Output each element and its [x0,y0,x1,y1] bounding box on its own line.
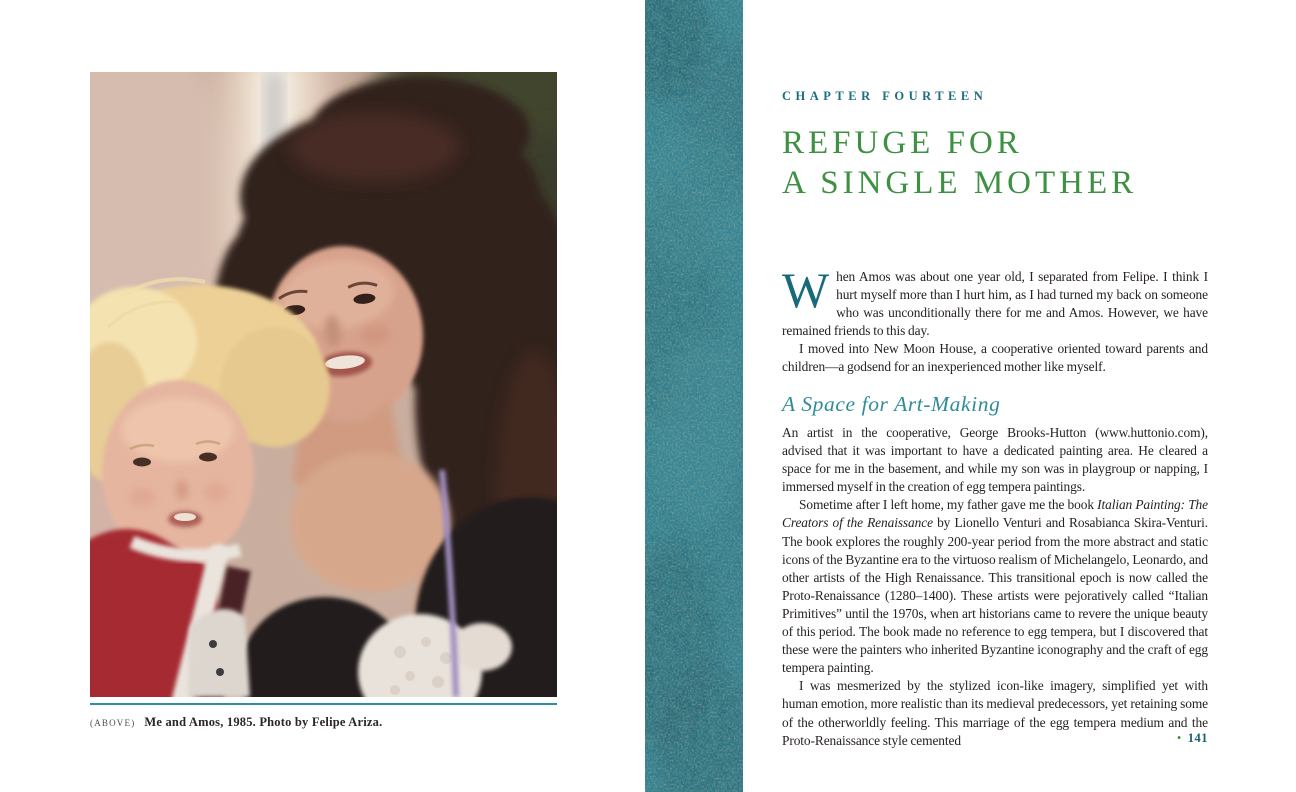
body-paragraph: When Amos was about one year old, I separated from Felipe. I think I hurt myself more than I hurt him, as I had turned my back on someone who was unconditionally there for me and Amos. However, we have remained friends to this day. [782,262,1208,339]
photo-me-and-amos [90,72,557,697]
chapter-label: CHAPTER FOURTEEN [782,89,988,103]
section-heading: A Space for Art-Making [782,392,1001,416]
chapter-title-line-1: REFUGE FOR [782,125,1023,161]
spine-texture-band [645,0,743,792]
section-paragraphs [782,424,1208,750]
section-block [782,391,1208,750]
page-number-value: 141 [1187,731,1208,745]
body-paragraph: Sometime after I left home, my father gave me the book Italian Painting: The Creators of the Renaissance by Lionello Venturi and Rosabianca Skira-Venturi. The book explores the roughly 200-year period from the more abstract and static icons of the Byzantine era to the virtuoso realism of Michelangelo, Leonardo, and other artists of the High Renaissance. This transitional epoch is now called the Proto-Renaissance (1280–1400). These artists were pejoratively called “Italian Primitives” until the 1970s, when art historians came to revere the unique beauty of this period. The book made no reference to egg tempera, but I discovered that these were the painters who inherited Byzantine iconography and the craft of egg tempera painting. [782,497,1208,676]
left-page [0,0,645,792]
intro-paragraphs [782,262,1208,377]
body-paragraph: An artist in the cooperative, George Brooks-Hutton (www.huttonio.com), advised that it was important to have a dedicated painting area. He cleared a space for me in the basement, and while my son was in playgroup or napping, I immersed myself in the creation of egg tempera paintings. [782,425,1208,495]
chapter-title [782,123,1208,203]
photo-illustration [90,72,557,697]
page-number-bullet: • [1176,731,1182,745]
drop-cap: W [782,262,830,318]
caption-position-label: (ABOVE) [90,718,136,728]
body-paragraph: I was mesmerized by the stylized icon-like imagery, simplified yet with human emotion, more realistic than its medieval predecessors, yet retaining some of the otherworldly feeling. This marriage of the egg tempera medium and the Proto-Renaissance style cemented [782,678,1208,748]
caption-text: Me and Amos, 1985. Photo by Felipe Ariza. [144,715,383,729]
photo-caption [90,715,557,730]
photo-figure [90,72,557,730]
page-number [782,731,1208,746]
body-paragraph: I moved into New Moon House, a cooperative oriented toward parents and children—a godsend for an inexperienced mother like myself. [782,341,1208,375]
right-page [743,0,1296,792]
chapter-title-line-2: A SINGLE MOTHER [782,165,1138,201]
caption-rule [90,703,557,705]
